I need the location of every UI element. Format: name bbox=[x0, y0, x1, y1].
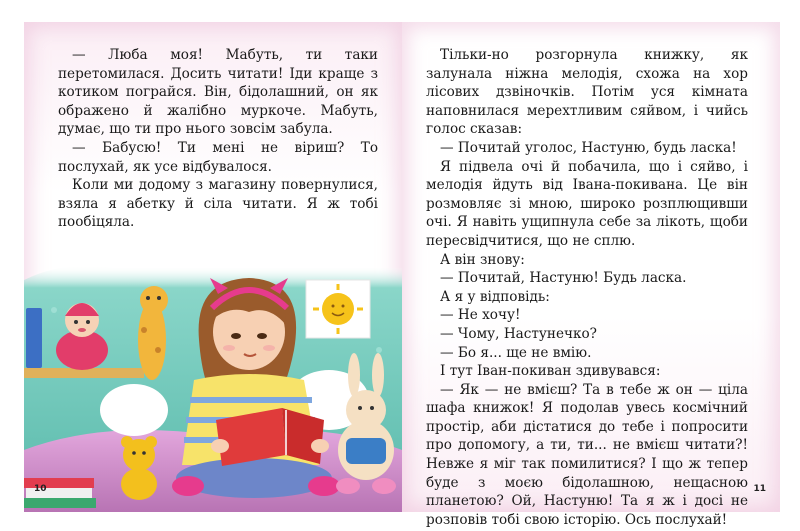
paragraph: — Почитай уголос, Настуню, будь ласка! bbox=[440, 139, 737, 156]
paragraph: А він знову: bbox=[440, 251, 525, 268]
page-number: 11 bbox=[753, 484, 766, 494]
left-page-text bbox=[58, 46, 378, 232]
paragraph: — Чому, Настунечко? bbox=[440, 325, 597, 342]
paragraph: І тут Іван-покиван здивувався: bbox=[440, 363, 661, 380]
paragraph: Тільки-но розгорнула книжку, як залунала ніжна мелодія, схожа на хор лісових дзвіночків. Потім уся кімната наповнилася мерехтливим сяйвом, і чийсь голос сказав: bbox=[426, 47, 748, 138]
paragraph: Я підвела очі й побачила, що і сяйво, і мелодія йдуть від Івана-покивана. Це він розмовляє зі мною, широко розплющивши очі. Я навіть ущипнула себе за лікоть, щоби пересвідчитися, що не сплю. bbox=[426, 158, 748, 249]
sun-picture bbox=[306, 280, 370, 338]
paragraph: — Не хочу! bbox=[440, 307, 521, 324]
paragraph: Коли ми додому з магазину повернулися, взяла я абетку й сіла читати. Я ж тобі пообіцяла. bbox=[58, 177, 378, 231]
paragraph: — Люба моя! Мабуть, ти таки перетомилася. Досить читати! Іди краще з котиком пограйся. Він, бідолашний, он як ображено й жалібно муркоче. Мабуть, думає, що ти про нього зовсім забула. bbox=[58, 47, 378, 138]
paragraph: — Бабусю! Ти мені не віриш? То послухай, як усе відбувалося. bbox=[58, 139, 378, 175]
right-page-text bbox=[426, 46, 748, 529]
girl-reading-illustration bbox=[24, 250, 402, 512]
paragraph: А я у відповідь: bbox=[440, 288, 550, 305]
right-page bbox=[402, 22, 780, 528]
paragraph: — Як — не вмієш? Та в тебе ж он — ціла шафа книжок! Я подолав увесь космічний простір, аби дістатися до тебе і попросити про допомогу, а ти, ти... не вмієш читати?! Невже я міг так помилитися? І що ж тепер буде з моєю бідолашною, нещасною планетою? Ой, Настуню! Та я ж і досі не розповів тобі свою історію. Ось послухай! bbox=[426, 381, 748, 528]
paragraph: — Бо я... ще не вмію. bbox=[440, 344, 592, 361]
pillow bbox=[100, 384, 168, 436]
left-page bbox=[24, 22, 402, 512]
hand bbox=[311, 439, 329, 453]
hand bbox=[211, 439, 229, 453]
page-number: 10 bbox=[34, 484, 47, 494]
shelf-book bbox=[26, 308, 42, 368]
paragraph: — Почитай, Настуню! Будь ласка. bbox=[440, 270, 687, 287]
